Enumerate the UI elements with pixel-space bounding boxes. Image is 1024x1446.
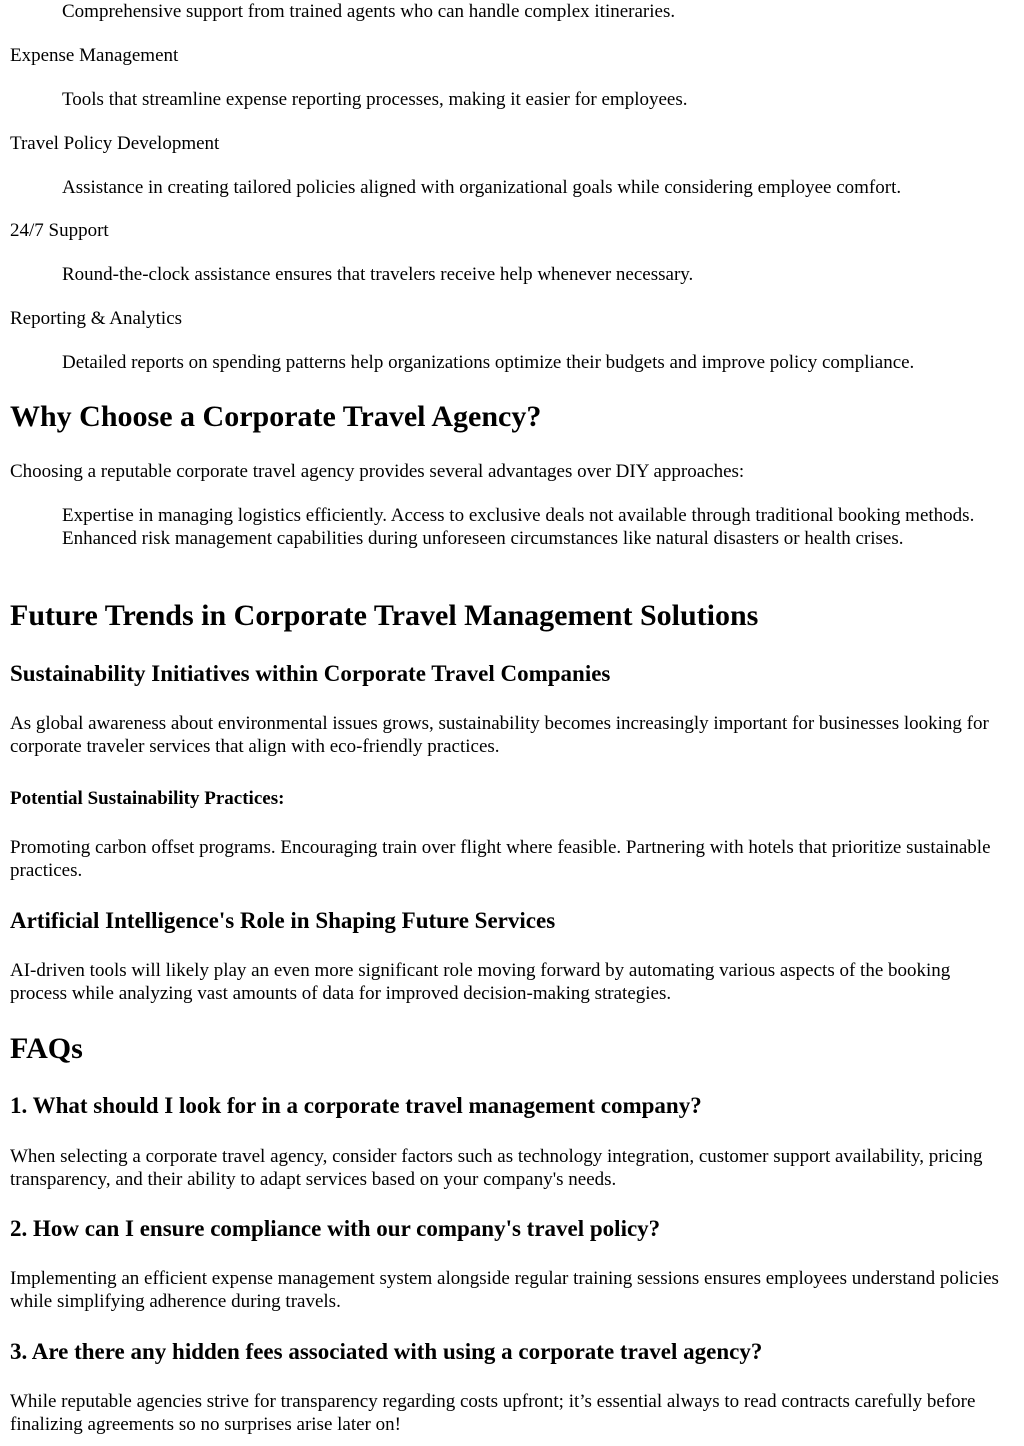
service-term: Expense Management (10, 45, 179, 66)
service-term: Reporting & Analytics (10, 308, 183, 329)
faq-question: 3. Are there any hidden fees associated with using a corporate travel agency? (10, 1339, 763, 1364)
faq-heading: FAQs (10, 1032, 83, 1065)
subsection-heading: Artificial Intelligence's Role in Shaping Future Services (10, 908, 556, 933)
faq-question: 1. What should I look for in a corporate travel management company? (10, 1093, 702, 1118)
advantages-quote: Expertise in managing logistics efficiently. Access to exclusive deals not available through traditional booking methods. Enhanced risk management capabilities during unforeseen circumstances like natural disasters or health crises. (62, 505, 975, 549)
service-term: Travel Policy Development (10, 133, 220, 154)
faq-question: 2. How can I ensure compliance with our company's travel policy? (10, 1216, 661, 1241)
section-heading: Why Choose a Corporate Travel Agency? (10, 400, 542, 433)
service-description: Comprehensive support from trained agents who can handle complex itineraries. (62, 1, 676, 22)
faq-answer: While reputable agencies strive for transparency regarding costs upfront; it’s essential always to read contracts carefully before finalizing agreements so no surprises arise later on! (10, 1391, 976, 1435)
service-description: Tools that streamline expense reporting processes, making it easier for employees. (62, 89, 688, 110)
service-description: Assistance in creating tailored policies aligned with organizational goals while considering employee comfort. (62, 177, 902, 198)
faq-answer: Implementing an efficient expense management system alongside regular training sessions ensures employees understand policies while simplifying adherence during travels. (10, 1268, 999, 1312)
service-description: Round-the-clock assistance ensures that travelers receive help whenever necessary. (62, 264, 694, 285)
service-description: Detailed reports on spending patterns help organizations optimize their budgets and improve policy compliance. (62, 352, 915, 373)
section-heading: Future Trends in Corporate Travel Management Solutions (10, 599, 759, 632)
service-term: 24/7 Support (10, 220, 109, 241)
faq-answer: When selecting a corporate travel agency, consider factors such as technology integration, customer support availability, pricing transparency, and their ability to adapt services based on your company's needs. (10, 1146, 983, 1190)
paragraph: Promoting carbon offset programs. Encouraging train over flight where feasible. Partnering with hotels that prioritize sustainable practices. (10, 837, 991, 881)
subsection-heading: Sustainability Initiatives within Corporate Travel Companies (10, 661, 611, 686)
paragraph: AI-driven tools will likely play an even more significant role moving forward by automating various aspects of the booking process while analyzing vast amounts of data for improved decision-making strategies. (10, 960, 951, 1004)
minor-heading: Potential Sustainability Practices: (10, 788, 285, 809)
paragraph: Choosing a reputable corporate travel agency provides several advantages over DIY approaches: (10, 461, 745, 482)
paragraph: As global awareness about environmental issues grows, sustainability becomes increasingly important for businesses looking for corporate traveler services that align with eco-friendly practices. (10, 713, 989, 757)
